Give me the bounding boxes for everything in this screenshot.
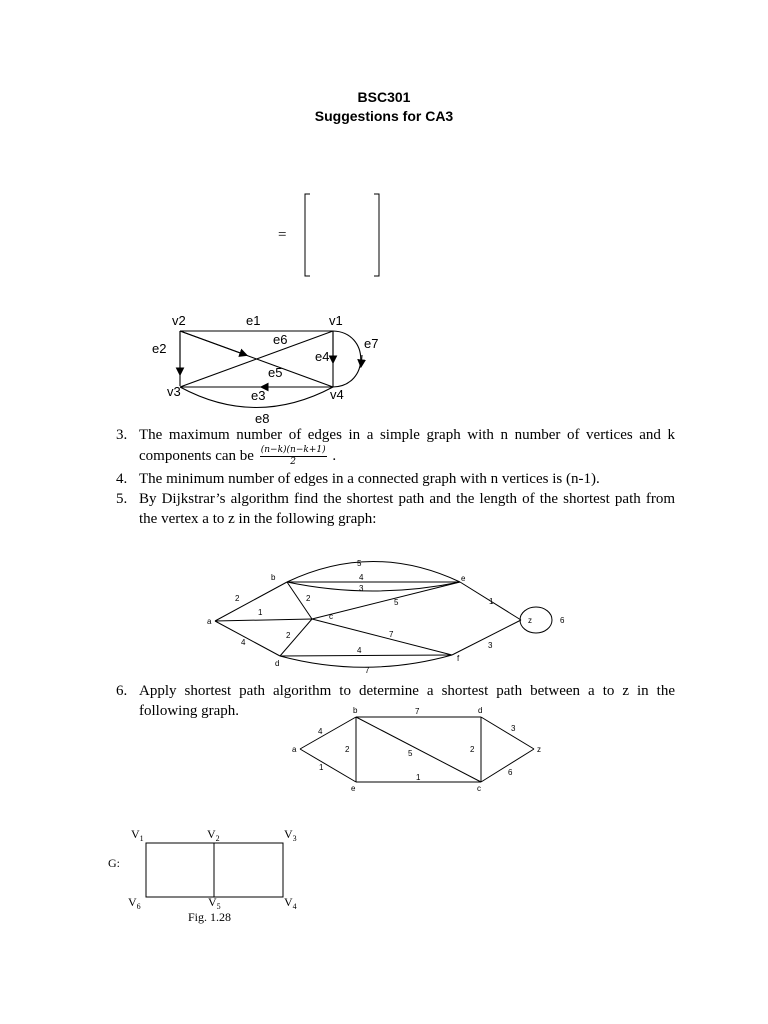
vertex-V4: $V_4$ — [284, 895, 297, 911]
z-label-6: 6 — [560, 616, 565, 625]
edge-label-e3: e3 — [251, 388, 266, 403]
vertex-c: c — [477, 784, 481, 793]
graph-label: G: — [108, 856, 120, 870]
equals-sign: = — [278, 227, 287, 243]
vertex-b: b — [271, 573, 276, 582]
vertex-V6: $V_6$ — [128, 895, 141, 911]
edge-label-e4: e4 — [315, 349, 330, 364]
question-text: By Dijkstrar’s algorithm find the shortest path and the length of the shortest path from the vertex a to z in the following graph: — [139, 491, 675, 527]
vertex-v2: v2 — [172, 313, 186, 328]
edges-formula: $\frac{(n-k)(n-k+1)}{2}$ — [260, 445, 326, 467]
weight-b-e-top: 5 — [357, 559, 362, 568]
weight-a-b: 4 — [318, 727, 323, 736]
weighted-graph-dijkstra — [195, 553, 575, 678]
weight-a-b: 2 — [235, 594, 240, 603]
weight-e-z: 1 — [489, 597, 494, 606]
weight-d-c: 2 — [470, 745, 475, 754]
vertex-e: e — [351, 784, 356, 793]
question-number: 3. — [116, 427, 128, 443]
vertex-e: e — [461, 574, 466, 583]
weight-d-f-curve: 7 — [365, 666, 370, 675]
edge-label-e8: e8 — [255, 411, 270, 426]
vertex-V3: $V_3$ — [284, 827, 297, 843]
question-number: 6. — [116, 683, 128, 699]
course-code: BSC301 — [357, 89, 411, 105]
weight-c-e: 5 — [394, 598, 399, 607]
weighted-graph-shortest-path — [288, 703, 548, 795]
question-4 — [0, 469, 768, 489]
weight-c-d: 2 — [286, 631, 291, 640]
weight-d-f-straight: 4 — [357, 646, 362, 655]
vertex-c: c — [329, 612, 333, 621]
weight-e-c: 1 — [416, 773, 421, 782]
question-number: 5. — [116, 491, 128, 507]
weight-a-c: 1 — [258, 608, 263, 617]
edge-label-e2: e2 — [152, 341, 167, 356]
vertex-a: a — [292, 745, 297, 754]
weight-c-z: 6 — [508, 768, 513, 777]
weight-d-z: 3 — [511, 724, 516, 733]
edge-label-e5: e5 — [268, 365, 283, 380]
figure-caption: Fig. 1.28 — [188, 910, 232, 924]
edge-label-e6: e6 — [273, 332, 288, 347]
vertex-v3: v3 — [167, 384, 181, 399]
weight-b-c: 5 — [408, 749, 413, 758]
weight-f-z: 3 — [488, 641, 493, 650]
vertex-V2: $V_2$ — [207, 827, 220, 843]
weight-a-d: 4 — [241, 638, 246, 647]
vertex-z: z — [528, 616, 532, 625]
vertex-v4: v4 — [330, 387, 344, 402]
weight-a-e: 1 — [319, 763, 324, 772]
edge-label-e7: e7 — [364, 336, 379, 351]
vertex-d: d — [478, 706, 483, 715]
weight-b-c: 2 — [306, 594, 311, 603]
vertex-a: a — [207, 617, 212, 626]
vertex-d: d — [275, 659, 280, 668]
question-text: Apply shortest path algorithm to determine a shortest path between a to z in the following graph. — [139, 683, 675, 719]
edge-label-e1: e1 — [246, 313, 261, 328]
question-5 — [0, 489, 768, 529]
question-number: 4. — [116, 471, 128, 487]
directed-graph — [140, 310, 400, 426]
edge-e7 — [333, 331, 361, 387]
weight-b-d: 7 — [415, 707, 420, 716]
vertex-V1: $V_1$ — [131, 827, 144, 843]
vertex-v1: v1 — [329, 313, 343, 328]
weight-c-f: 7 — [389, 630, 394, 639]
vertex-V5: $V_5$ — [208, 895, 221, 911]
page-title: Suggestions for CA3 — [314, 108, 454, 124]
weight-b-e-mid: 4 — [359, 573, 364, 582]
vertex-z: z — [537, 745, 541, 754]
vertex-b: b — [353, 706, 358, 715]
weight-b-e-low: 3 — [359, 584, 364, 593]
question-text: The maximum number of edges in a simple graph with n number of vertices and k components can be — [139, 427, 675, 464]
question-text: The minimum number of edges in a connected graph with n vertices is (n-1). — [139, 471, 600, 487]
figure-graph-g — [100, 822, 320, 932]
weight-b-e: 2 — [345, 745, 350, 754]
empty-matrix — [300, 190, 390, 282]
vertex-f: f — [457, 654, 460, 663]
question-3: 3. The maximum number of edges in a simple graph with n number of vertices and k components can be $\frac{(n-k)(n-k+1)}{2}$ . — [116, 427, 675, 467]
